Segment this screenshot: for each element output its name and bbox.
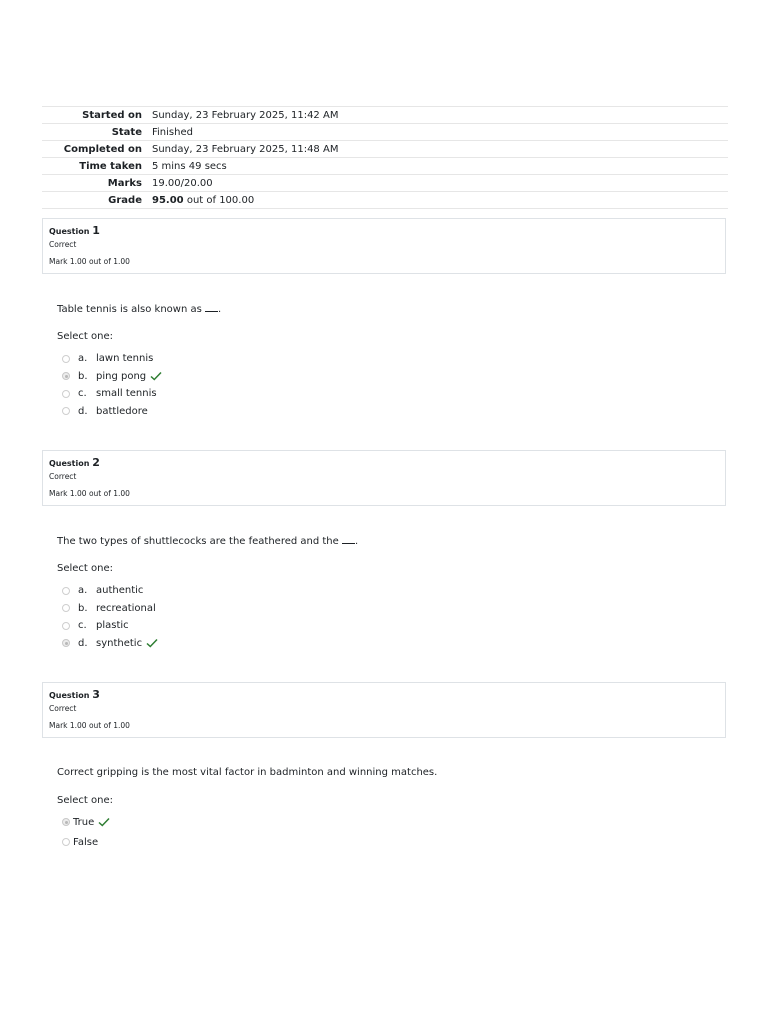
summary-label: State [42, 124, 152, 141]
option-letter: d. [78, 405, 88, 417]
option-letter: a. [78, 353, 88, 365]
summary-value: Sunday, 23 February 2025, 11:48 AM [152, 141, 728, 158]
radio-button-selected[interactable] [62, 639, 70, 647]
radio-button-selected[interactable] [62, 372, 70, 380]
summary-value [152, 192, 728, 209]
correct-check-icon [146, 638, 158, 648]
answer-option-c[interactable] [62, 385, 162, 403]
grade-total: out of 100.00 [183, 194, 255, 206]
question-number [49, 224, 719, 239]
radio-button[interactable] [62, 355, 70, 363]
answer-option-a[interactable] [62, 350, 162, 368]
question-number-value: 3 [92, 688, 100, 701]
option-letter: d. [78, 637, 88, 649]
radio-button[interactable] [62, 622, 70, 630]
option-text: synthetic [96, 637, 143, 649]
answer-option-a[interactable] [62, 582, 158, 600]
radio-button[interactable] [62, 838, 70, 846]
summary-value: 5 mins 49 secs [152, 158, 728, 175]
question-3-text: Correct gripping is the most vital factor in badminton and winning matches. [57, 767, 438, 778]
option-letter: b. [78, 370, 88, 382]
question-text-part: Table tennis is also known as [57, 304, 205, 315]
option-text: ping pong [96, 370, 147, 382]
option-text: small tennis [96, 388, 157, 400]
select-one-prompt: Select one: [57, 563, 114, 574]
question-state: Correct [49, 240, 77, 249]
correct-check-icon [150, 371, 162, 381]
question-label: Question [49, 459, 93, 468]
summary-row-completed [42, 141, 728, 158]
summary-label: Started on [42, 107, 152, 124]
question-number [49, 688, 719, 703]
question-grade: Mark 1.00 out of 1.00 [49, 721, 130, 730]
option-text: authentic [96, 585, 144, 597]
option-text: False [73, 836, 99, 848]
question-3-info [42, 682, 726, 738]
question-number-value: 1 [92, 224, 100, 237]
question-text-part: . [218, 304, 222, 315]
answer-option-b[interactable] [62, 600, 158, 618]
summary-value: 19.00/20.00 [152, 175, 728, 192]
attempt-summary-table [42, 106, 728, 209]
summary-row-started [42, 107, 728, 124]
select-one-prompt: Select one: [57, 795, 114, 806]
answer-option-d[interactable] [62, 635, 158, 653]
question-2-info [42, 450, 726, 506]
radio-button[interactable] [62, 604, 70, 612]
summary-row-grade [42, 192, 728, 209]
answer-blank [342, 535, 355, 544]
summary-row-marks [42, 175, 728, 192]
summary-label: Marks [42, 175, 152, 192]
summary-label: Grade [42, 192, 152, 209]
option-text: plastic [96, 620, 129, 632]
correct-check-icon [98, 817, 110, 827]
grade-score: 95.00 [152, 194, 184, 206]
question-state: Correct [49, 472, 77, 481]
radio-button-selected[interactable] [62, 818, 70, 826]
answer-option-c[interactable] [62, 617, 158, 635]
option-letter: c. [78, 388, 87, 400]
question-1-answers [62, 350, 162, 420]
question-text-part: . [354, 536, 359, 547]
question-grade: Mark 1.00 out of 1.00 [49, 489, 130, 498]
question-label: Question [49, 227, 93, 236]
question-state: Correct [49, 704, 77, 713]
summary-row-state [42, 124, 728, 141]
option-text: battledore [96, 405, 148, 417]
option-text: lawn tennis [96, 353, 154, 365]
summary-row-time [42, 158, 728, 175]
question-3-answers [62, 812, 110, 852]
summary-value: Sunday, 23 February 2025, 11:42 AM [152, 107, 728, 124]
option-letter: c. [78, 620, 87, 632]
option-text: True [73, 816, 95, 828]
answer-option-b[interactable] [62, 368, 162, 386]
question-number-value: 2 [92, 456, 100, 469]
answer-option-false[interactable] [62, 832, 110, 852]
answer-option-d[interactable] [62, 403, 162, 421]
summary-label: Completed on [42, 141, 152, 158]
question-1-text [57, 303, 221, 315]
select-one-prompt: Select one: [57, 331, 114, 342]
question-text-part: The two types of shuttlecocks are the feathered and the [57, 536, 342, 547]
radio-button[interactable] [62, 407, 70, 415]
radio-button[interactable] [62, 390, 70, 398]
option-letter: a. [78, 585, 88, 597]
answer-option-true[interactable] [62, 812, 110, 832]
option-letter: b. [78, 602, 88, 614]
question-2-text [57, 535, 358, 547]
question-grade: Mark 1.00 out of 1.00 [49, 257, 130, 266]
question-2-answers [62, 582, 158, 652]
question-1-info [42, 218, 726, 274]
radio-button[interactable] [62, 587, 70, 595]
option-text: recreational [96, 602, 156, 614]
answer-blank [205, 303, 218, 312]
summary-label: Time taken [42, 158, 152, 175]
question-label: Question [49, 691, 93, 700]
summary-value: Finished [152, 124, 728, 141]
question-number [49, 456, 719, 471]
